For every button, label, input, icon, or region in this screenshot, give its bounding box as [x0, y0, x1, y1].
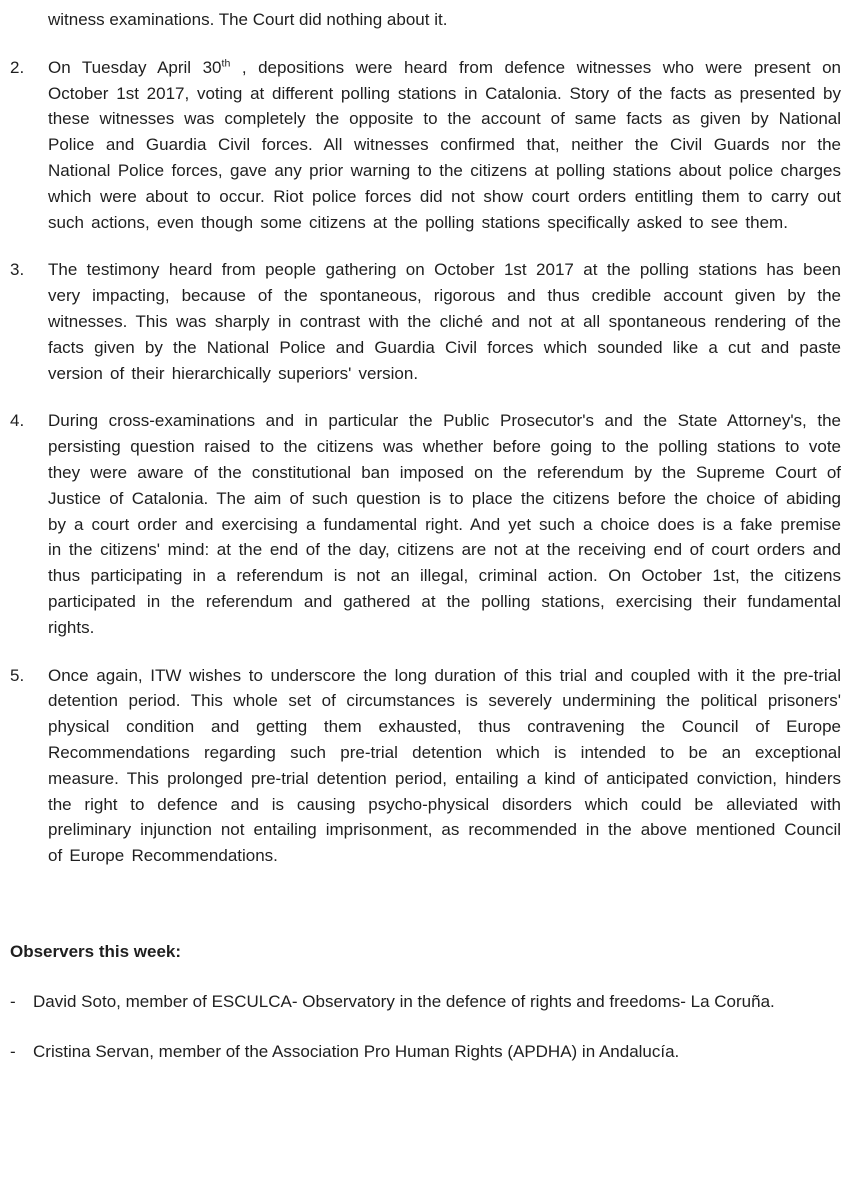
numbered-item-3 — [10, 257, 841, 386]
observer-item-2 — [10, 1039, 841, 1065]
paragraph-continuation: witness examinations. The Court did nothing about it. — [48, 10, 448, 29]
observer-text-1: David Soto, member of ESCULCA- Observatory in the defence of rights and freedoms- La Coruña. — [33, 991, 775, 1011]
item-text-2-superscript: th — [221, 57, 231, 70]
numbered-item-5 — [10, 663, 841, 869]
observer-text-2: Cristina Servan, member of the Association Pro Human Rights (APDHA) in Andalucía. — [33, 1041, 680, 1061]
item-text-3: The testimony heard from people gathering on October 1st 2017 at the polling stations has been very impacting, because of the spontaneous, rigorous and thus credible account given by the witnesses. This was sharply in contrast with the cliché and not at all spontaneous rendering of the facts given by the National Police and Guardia Civil forces which sounded like a cut and paste version of their hierarchically superiors' version. — [48, 260, 841, 383]
item-number-5: 5. — [10, 665, 25, 685]
item-text-5: Once again, ITW wishes to underscore the long duration of this trial and coupled with it the pre-trial detention period. This whole set of circumstances is severely undermining the political prisoners' physical condition and getting them exhausted, thus contravening the Council of Europe Recommendations regarding such pre-trial detention which is intended to be an exceptional measure. This prolonged pre-trial detention period, entailing a kind of anticipated conviction, hinders the right to defence and is causing psycho-physical disorders which could be alleviated with preliminary injunction not entailing imprisonment, as recommended in the above mentioned Council of Europe Recommendations. — [48, 665, 841, 866]
item-text-2-before-sup: On Tuesday April 30 — [48, 57, 222, 77]
numbered-item-2 — [10, 55, 841, 236]
item-text-2 — [48, 55, 841, 236]
observers-heading: Observers this week: — [10, 941, 182, 961]
numbered-item-4 — [10, 408, 841, 640]
item-number-3: 3. — [10, 260, 25, 280]
bullet-dash-2: - — [10, 1041, 16, 1061]
item-number-2: 2. — [10, 57, 25, 77]
bullet-dash-1: - — [10, 991, 16, 1011]
observer-item-1 — [10, 989, 841, 1015]
item-number-4: 4. — [10, 411, 25, 431]
item-text-2-after-sup: , depositions were heard from defence witnesses who were present on October 1st 2017, voting at different polling stations in Catalonia. Story of the facts as presented by these witnesses was completely the opposite to the account of same facts as given by National Police and Guardia Civil forces. All witnesses confirmed that, neither the Civil Guards nor the National Police forces, gave any prior warning to the citizens at polling stations about police charges which were about to occur. Riot police forces did not show court orders entitling them to carry out such actions, even though some citizens at the polling stations specifically asked to see them. — [48, 57, 841, 232]
item-text-4: During cross-examinations and in particular the Public Prosecutor's and the State Attorney's, the persisting question raised to the citizens was whether before going to the polling stations to vote they were aware of the constitutional ban imposed on the referendum by the Supreme Court of Justice of Catalonia. The aim of such question is to place the citizens before the choice of abiding by a court order and exercising a fundamental right. And yet such a choice does is a fake premise in the citizens' mind: at the end of the day, citizens are not at the receiving end of court orders and thus participating in a referendum is not an illegal, criminal action. On October 1st, the citizens participated in the referendum and gathered at the polling stations, exercising their fundamental rights. — [48, 411, 841, 637]
